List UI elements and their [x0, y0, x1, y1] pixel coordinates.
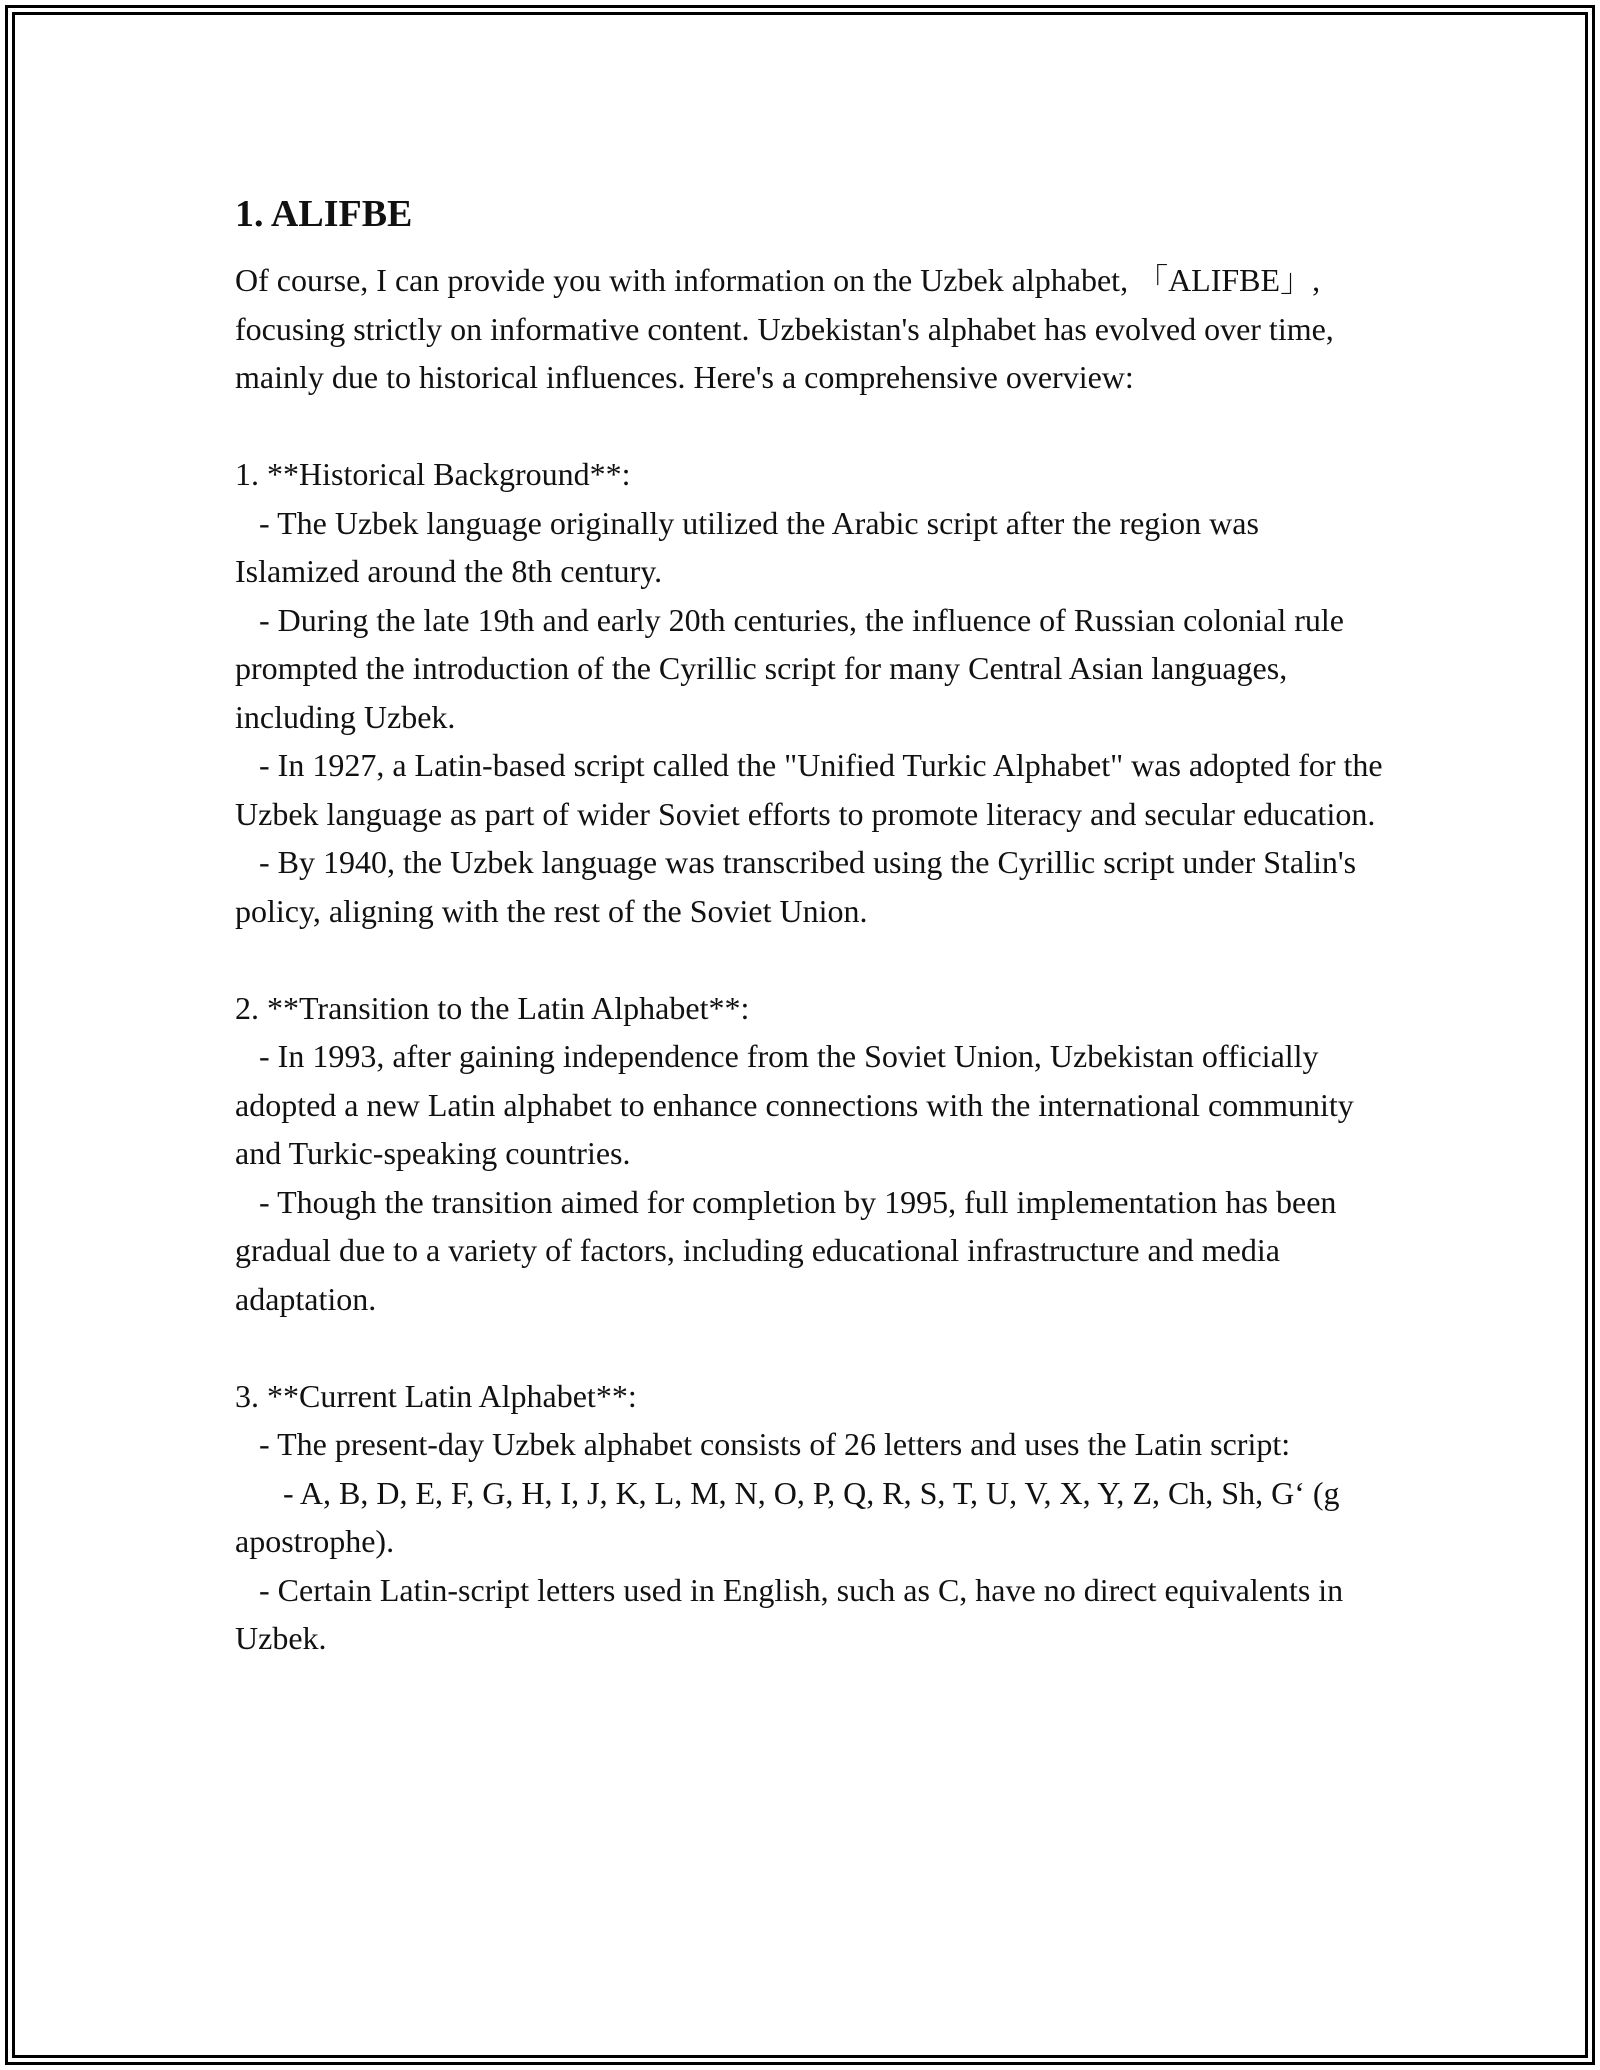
spacer: [235, 402, 1385, 451]
document-title: 1. ALIFBE: [235, 193, 413, 235]
spacer: [235, 935, 1385, 984]
list-item: - The Uzbek language originally utilized the Arabic script after the region was Islamized around the 8th century.: [235, 504, 1267, 589]
list-item: - A, B, D, E, F, G, H, I, J, K, L, M, N, O, P, Q, R, S, T, U, V, X, Y, Z, Ch, Sh, Gʻ (g apostrophe).: [235, 1474, 1348, 1559]
list-item: - By 1940, the Uzbek language was transcribed using the Cyrillic script under Stalin's policy, aligning with the rest of the Soviet Union.: [235, 844, 1365, 929]
section-heading: 3. **Current Latin Alphabet**:: [235, 1377, 637, 1414]
section-current-alphabet: [235, 1372, 1385, 1663]
intro-paragraph: Of course, I can provide you with information on the Uzbek alphabet, 「ALIFBE」, focusing strictly on informative content. Uzbekistan's alphabet has evolved over time, mainly due to historical influences. Here's a comprehensive overview:: [235, 262, 1342, 395]
spacer: [235, 1323, 1385, 1372]
section-heading: 2. **Transition to the Latin Alphabet**:: [235, 989, 750, 1026]
list-item: - Certain Latin-script letters used in English, such as C, have no direct equivalents in Uzbek.: [235, 1571, 1352, 1656]
document-body: [235, 188, 1391, 1663]
list-item: - The present-day Uzbek alphabet consists of 26 letters and uses the Latin script:: [235, 1426, 1291, 1462]
section-transition-latin: [235, 984, 1385, 1324]
list-item: - During the late 19th and early 20th centuries, the influence of Russian colonial rule prompted the introduction of the Cyrillic script for many Central Asian languages, including Uzbek.: [235, 601, 1352, 735]
section-historical-background: [235, 450, 1391, 935]
list-item: - In 1927, a Latin-based script called the "Unified Turkic Alphabet" was adopted for the Uzbek language as part of wider Soviet efforts to promote literacy and secular education.: [235, 747, 1391, 832]
section-heading: 1. **Historical Background**:: [235, 456, 631, 492]
list-item: - Though the transition aimed for completion by 1995, full implementation has been gradual due to a variety of factors, including educational infrastructure and media adaptation.: [235, 1183, 1345, 1317]
list-item: - In 1993, after gaining independence from the Soviet Union, Uzbekistan officially adopted a new Latin alphabet to enhance connections with the international community and Turkic-speaking countries.: [235, 1038, 1362, 1171]
